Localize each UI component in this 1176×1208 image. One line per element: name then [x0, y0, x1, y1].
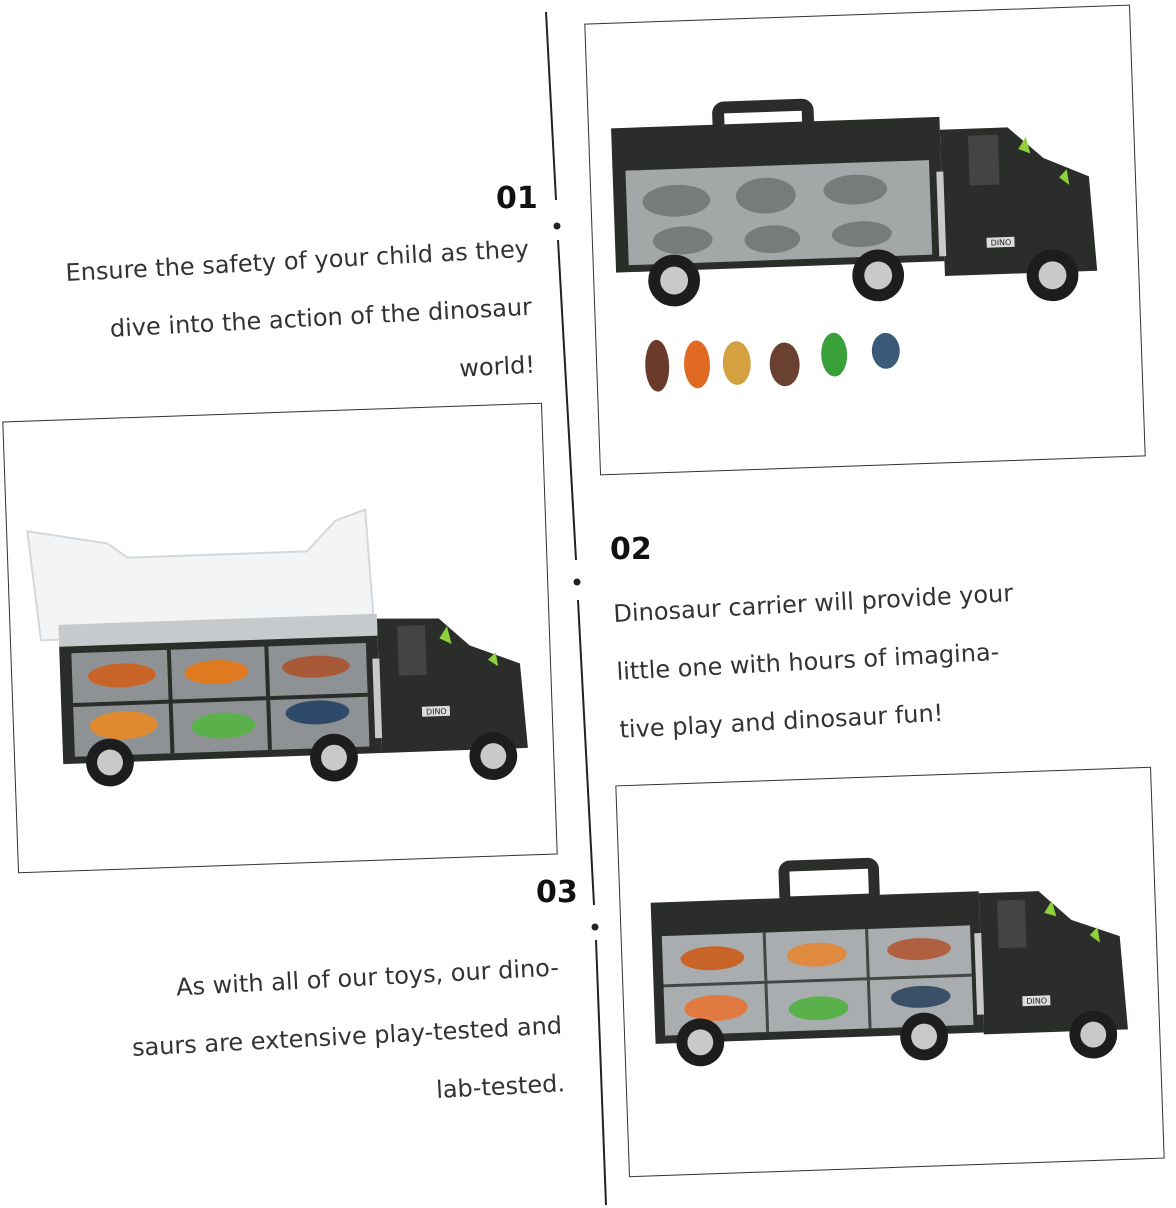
- truck-badge: DINO: [425, 706, 447, 717]
- truck-badge: DINO: [990, 237, 1012, 248]
- step-01-line-2: dive into the action of the dinosaur: [109, 292, 533, 343]
- step-02-line-3: tive play and dinosaur fun!: [618, 698, 944, 744]
- carry-handle: [718, 105, 809, 136]
- photo-truck-closed: [584, 5, 1145, 476]
- photo-truck-loaded: [615, 767, 1164, 1177]
- step-02-line-1: Dinosaur carrier will provide your: [612, 579, 1014, 628]
- timeline-segment: [578, 600, 594, 905]
- timeline-segment: [546, 12, 556, 200]
- truck-badge: DINO: [1026, 996, 1048, 1007]
- carry-handle: [784, 863, 875, 902]
- step-03-line-2: saurs are extensive play-tested and: [131, 1011, 563, 1062]
- truck-open-illustration: [3, 404, 556, 873]
- step-03-line-1: As with all of our toys, our dino-: [175, 953, 560, 1002]
- dinosaur-figures: [644, 330, 901, 392]
- step-01-line-1: Ensure the safety of your child as they: [64, 234, 530, 288]
- step-03-line-3: lab-tested.: [435, 1069, 566, 1104]
- truck-loaded-illustration: [616, 768, 1163, 1176]
- timeline-segment: [596, 940, 606, 1205]
- timeline-segment: [558, 240, 576, 560]
- step-description-01: [28, 220, 536, 420]
- step-02-line-2: little one with hours of imagina-: [615, 637, 1000, 686]
- truck-closed-illustration: [585, 6, 1144, 475]
- step-number-03: 03: [536, 875, 578, 910]
- timeline-dot-02: [574, 579, 581, 586]
- step-description-02: [612, 561, 1080, 759]
- step-description-03: [108, 938, 566, 1135]
- step-01-line-3: world!: [458, 350, 536, 383]
- step-number-01: 01: [496, 181, 538, 216]
- timeline-dot-01: [554, 223, 561, 230]
- timeline-dot-03: [592, 924, 599, 931]
- truck-cab: [940, 124, 1097, 276]
- step-number-02: 02: [610, 532, 652, 567]
- photo-truck-open: [2, 403, 557, 874]
